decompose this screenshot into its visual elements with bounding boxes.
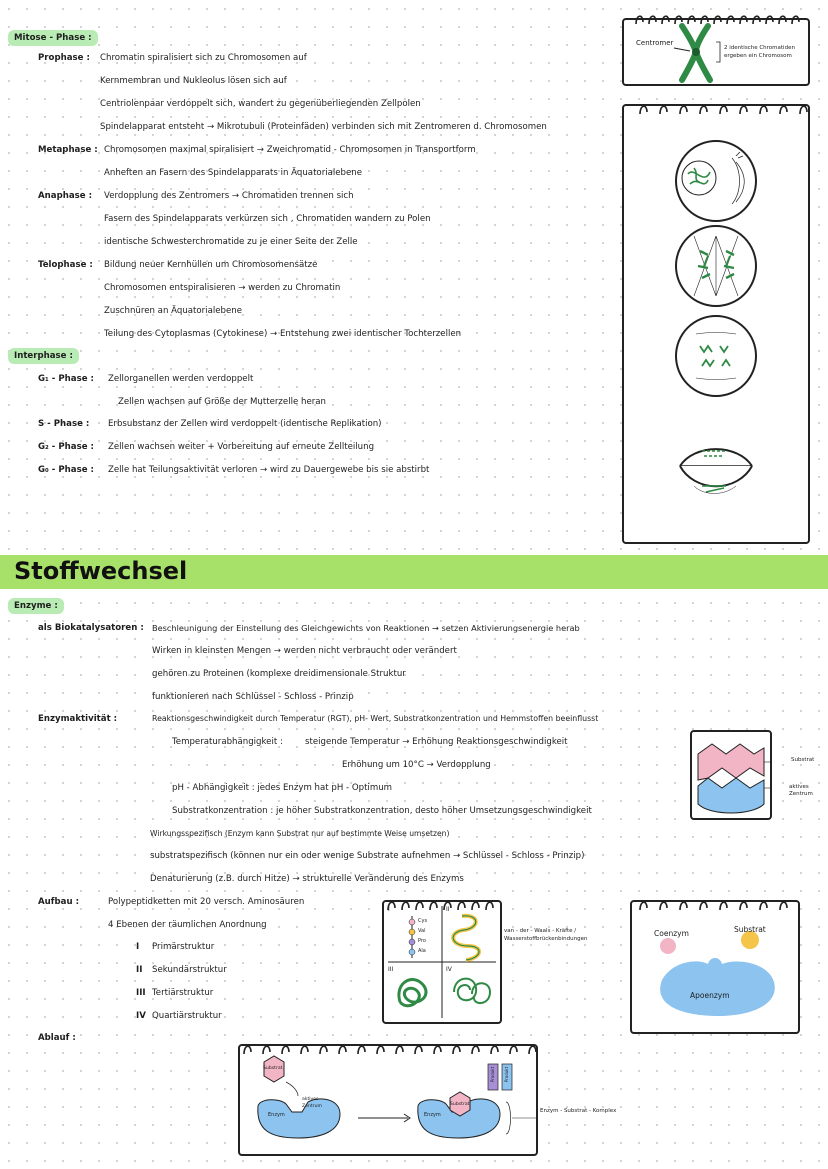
prophase-line: Chromatin spiralisiert sich zu Chromosomen auf bbox=[100, 53, 307, 63]
coenzyme-card bbox=[630, 900, 800, 1034]
aufbau-level-num: III bbox=[136, 988, 146, 998]
produkt-label: Produkt bbox=[490, 1066, 496, 1083]
substrat2-label: Substrat bbox=[734, 925, 766, 934]
x-chromosome-icon bbox=[682, 26, 710, 80]
anaphase-line: identische Schwesterchromatide zu je einer Seite der Zelle bbox=[104, 237, 358, 247]
komplex-label: Enzym - Substrat - Komplex bbox=[540, 1108, 617, 1114]
biokatalysatoren-label: als Biokatalysatoren : bbox=[38, 623, 144, 633]
wasserstoff-label: Wasserstoffbrückenbindungen bbox=[504, 936, 588, 942]
metaphase-line: Anheften an Fasern des Spindelapparats in Äquatorialebene bbox=[104, 168, 363, 178]
prophase-line: Kernmembran und Nukleolus lösen sich auf bbox=[100, 76, 287, 86]
amino-acid-label: Pro bbox=[418, 938, 426, 944]
stoffwechsel-banner bbox=[0, 555, 828, 589]
aufbau-line: Polypeptidketten mit 20 versch. Aminosäuren bbox=[108, 897, 305, 907]
mitose-title: Mitose - Phase : bbox=[8, 30, 98, 46]
amino-acid-label: Ala bbox=[418, 948, 426, 954]
aktives-zentrum-label: aktives Zentrum bbox=[789, 784, 813, 797]
ablauf-card bbox=[238, 1044, 538, 1156]
quaternary-structure-icon bbox=[454, 979, 490, 1003]
aufbau-level-text: Sekundärstruktur bbox=[152, 965, 227, 975]
substratspez-line: substratspezifisch (können nur ein oder wenige Substrate aufnehmen → Schlüssel - Schloss - Prinzip) bbox=[150, 851, 585, 861]
anaphase-label: Anaphase : bbox=[38, 191, 93, 201]
aufbau-level-num: II bbox=[136, 965, 143, 975]
g0-label: G₀ - Phase : bbox=[38, 465, 94, 475]
telophase-line: Zuschnüren an Äquatorialebene bbox=[104, 306, 242, 316]
tertiary-structure-icon bbox=[399, 979, 426, 1005]
metaphase-line: Chromosomen maximal spiralisiert → Zweichromatid - Chromosomen in Transportform bbox=[104, 145, 476, 155]
centromer-label: Centromer bbox=[636, 39, 674, 47]
coenzyme-drawing bbox=[632, 902, 798, 1032]
protein-structure-card bbox=[382, 900, 502, 1024]
ablauf-substrat-label: Substrat bbox=[263, 1066, 283, 1071]
anaphase-line: Fasern des Spindelapparats verkürzen sich , Chromatiden wandern zu Polen bbox=[104, 214, 431, 224]
biokat-line: Wirken in kleinsten Mengen → werden nicht verbraucht oder verändert bbox=[152, 646, 457, 656]
roman-label: IV bbox=[446, 966, 452, 973]
g0-line: Zelle hat Teilungsaktivität verloren → wird zu Dauergewebe bis sie abstirbt bbox=[108, 465, 430, 475]
biokat-line: funktionieren nach Schlüssel - Schloss - Prinzip bbox=[152, 692, 354, 702]
substrat-shape bbox=[698, 744, 764, 780]
interphase-title: Interphase : bbox=[8, 348, 79, 364]
enzyme-title: Enzyme : bbox=[8, 598, 64, 614]
lock-key-drawing bbox=[692, 732, 770, 818]
g2-line: Zellen wachsen weiter + Vorbereitung auf erneute Zellteilung bbox=[108, 442, 375, 452]
aufbau-level-text: Primärstruktur bbox=[152, 942, 215, 952]
amino-acid-label: Val bbox=[418, 928, 426, 934]
ph-line: pH - Abhängigkeit : jedes Enzym hat pH - Optimum bbox=[172, 783, 393, 793]
ablauf-label: Ablauf : bbox=[38, 1033, 76, 1043]
temp-line: steigende Temperatur → Erhöhung Reaktionsgeschwindigkeit bbox=[305, 737, 568, 747]
ablauf-enzym2-label: Enzym bbox=[424, 1112, 441, 1118]
chromosome-drawing bbox=[624, 20, 808, 84]
denat-line: Denaturierung (z.B. durch Hitze) → strukturelle Veränderung des Enzyms bbox=[150, 874, 464, 884]
ablauf-aktives-label: aktives bbox=[302, 1097, 319, 1102]
coenzym-label: Coenzym bbox=[654, 929, 689, 938]
stoffwechsel-title: Stoffwechsel bbox=[14, 557, 188, 585]
aufbau-level-num: IV bbox=[136, 1011, 146, 1021]
g2-label: G₂ - Phase : bbox=[38, 442, 94, 452]
wirkung-line: Wirkungsspezifisch (Enzym kann Substrat nur auf bestimmte Weise umsetzen) bbox=[150, 829, 450, 838]
s-label: S - Phase : bbox=[38, 419, 90, 429]
chromatid-note: 2 identische Chromatiden bbox=[724, 45, 795, 51]
biokat-line: Beschleunigung der Einstellung des Gleichgewichts von Reaktionen → setzen Aktivierungsenergie herab bbox=[152, 623, 580, 633]
roman-label: I bbox=[388, 906, 390, 913]
mitosis-phases-drawing bbox=[624, 106, 808, 542]
telophase-label: Telophase : bbox=[38, 260, 93, 270]
telophase-line: Teilung des Cytoplasmas (Cytokinese) → Entstehung zwei identischer Tochterzellen bbox=[104, 329, 462, 339]
metaphase-cell-icon bbox=[676, 226, 756, 306]
chromatid-note: ergeben ein Chromosom bbox=[724, 53, 792, 59]
anaphase-cell-icon bbox=[676, 316, 756, 396]
aufbau-line: 4 Ebenen der räumlichen Anordnung bbox=[108, 920, 267, 930]
substrat-label: Substrat bbox=[791, 757, 815, 763]
apoenzym-shape bbox=[660, 958, 775, 1016]
telophase-line: Bildung neuer Kernhüllen um Chromosomensätze bbox=[104, 260, 318, 270]
temp-line: Erhöhung um 10°C → Verdopplung bbox=[342, 760, 491, 770]
biokat-line: gehören zu Proteinen (komplexe dreidimensionale Struktur bbox=[152, 669, 406, 679]
prophase-label: Prophase : bbox=[38, 53, 90, 63]
prophase-line: Centriolenpaar verdoppelt sich, wandert zu gegenüberliegenden Zellpolen bbox=[100, 99, 421, 109]
ablauf-substrat2-label: Substrat bbox=[450, 1102, 470, 1107]
enzymaktivitaet-label: Enzymaktivität : bbox=[38, 714, 118, 724]
g1-line: Zellen wachsen auf Größe der Mutterzelle heran bbox=[118, 397, 326, 407]
lock-key-card bbox=[690, 730, 772, 820]
vdw-label: van - der - Waals - Kräfte / bbox=[504, 928, 577, 934]
telophase-cell-icon bbox=[680, 449, 752, 493]
s-line: Erbsubstanz der Zellen wird verdoppelt (identische Replikation) bbox=[108, 419, 382, 429]
substrat-line: Substratkonzentration : je höher Substratkonzentration, desto höher Umsetzungsgeschwindigkeit bbox=[172, 806, 592, 816]
telophase-line: Chromosomen entspiralisieren → werden zu Chromatin bbox=[104, 283, 341, 293]
produkt-label: Produkt bbox=[504, 1066, 510, 1083]
prophase-line: Spindelapparat entsteht → Mikrotubuli (Proteinfäden) verbinden sich mit Zentromeren d. Chromosomen bbox=[100, 122, 547, 132]
aufbau-level-text: Tertiärstruktur bbox=[152, 988, 214, 998]
apoenzym-label: Apoenzym bbox=[690, 991, 730, 1000]
anaphase-line: Verdopplung des Zentromers → Chromatiden trennen sich bbox=[104, 191, 354, 201]
enzym-shape bbox=[698, 778, 764, 813]
enzymaktivitaet-line: Reaktionsgeschwindigkeit durch Temperatur (RGT), pH- Wert, Substratkonzentration und Hemmstoffen beeinflusst bbox=[152, 714, 599, 723]
protein-structure-drawing bbox=[384, 902, 500, 1022]
prophase-cell-icon bbox=[676, 141, 756, 221]
roman-label: II bbox=[446, 906, 450, 913]
coenzym-shape bbox=[660, 938, 676, 954]
g1-label: G₁ - Phase : bbox=[38, 374, 94, 384]
aufbau-label: Aufbau : bbox=[38, 897, 80, 907]
chromosome-card bbox=[622, 18, 810, 86]
roman-label: III bbox=[388, 966, 394, 973]
ablauf-zentrum-label: Zentrum bbox=[302, 1104, 322, 1109]
primary-structure-icon bbox=[409, 916, 415, 958]
g1-line: Zellorganellen werden verdoppelt bbox=[108, 374, 254, 384]
ablauf-drawing bbox=[240, 1046, 536, 1154]
aufbau-level-num: I bbox=[136, 942, 140, 952]
aufbau-level-text: Quartiärstruktur bbox=[152, 1011, 222, 1021]
metaphase-label: Metaphase : bbox=[38, 145, 98, 155]
mitosis-phases-card bbox=[622, 104, 810, 544]
ablauf-enzym-label: Enzym bbox=[268, 1112, 285, 1118]
amino-acid-label: Cys bbox=[418, 918, 428, 924]
temp-label: Temperaturabhängigkeit : bbox=[172, 737, 283, 747]
